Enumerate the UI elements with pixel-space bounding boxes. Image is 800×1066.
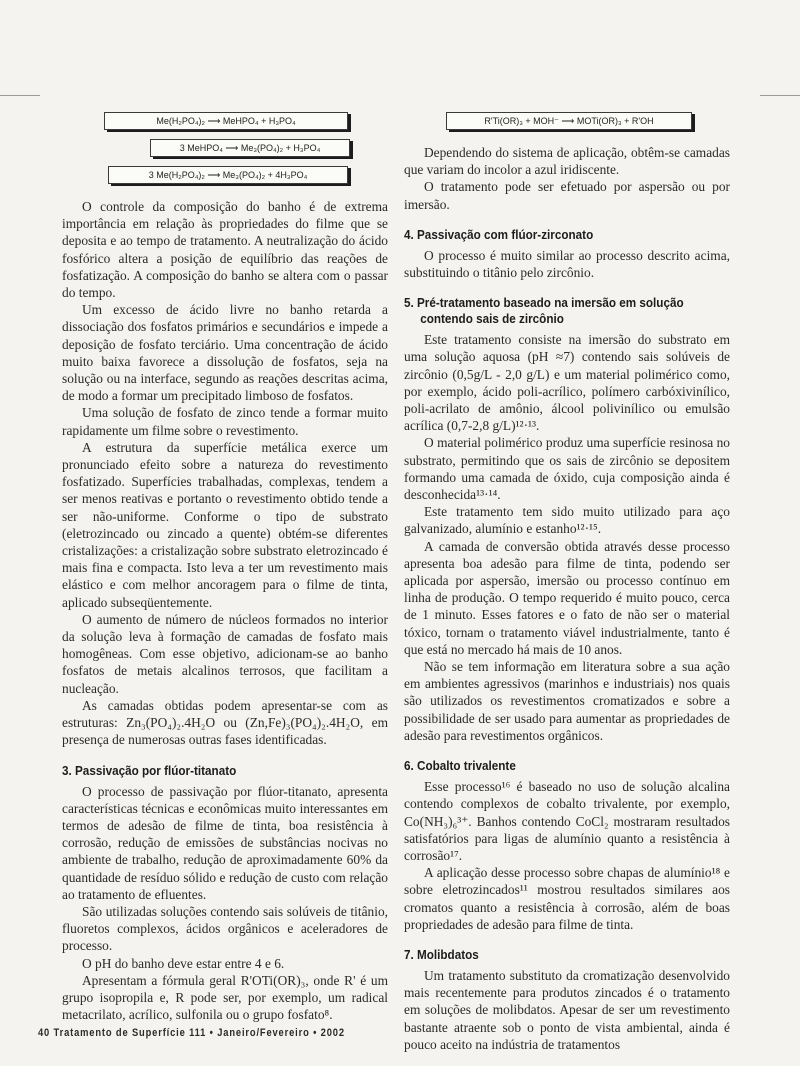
paragraph: Este tratamento tem sido muito utilizado para aço galvanizado, alumínio e estanho¹²·¹⁵. xyxy=(404,504,730,537)
paragraph: O material polimérico produz uma superfície resinosa no substrato, permitindo que os sais de zircônio se depositem formando uma camada de óxido, cuja composição ainda é desconhecida¹³·¹⁴. xyxy=(404,435,730,503)
paragraph: O aumento de número de núcleos formados no interior da solução leva à formação de camadas de fosfato mais homogêneas. Com esse objetivo, adicionam-se ao banho fosfatos de metais alcalinos terrosos, que facilitam a nucleação. xyxy=(62,611,388,696)
paragraph: O tratamento pode ser efetuado por aspersão ou por imersão. xyxy=(404,179,730,212)
crop-mark-left xyxy=(0,95,40,96)
paragraph: Um excesso de ácido livre no banho retarda a dissociação dos fosfatos primários e secundários e impede a deposição de fosfato terciário. Uma concentração de ácido muito baixa favorece a dissolução de fosfatos, seja na solução ou na interface, segundo as reações descritas acima, de modo a formar um precipitado limboso de fosfatos. xyxy=(62,302,388,404)
section-heading: 4. Passivação com flúor-zirconato xyxy=(404,226,594,242)
paragraph: São utilizadas soluções contendo sais solúveis de titânio, fluoretos complexos, ácidos orgânicos e aceleradores de processo. xyxy=(62,903,388,954)
section-heading-line: contendo sais de zircônio xyxy=(420,311,564,327)
paragraph: Esse processo¹⁶ é baseado no uso de solução alcalina contendo complexos de cobalto trivalente, por exemplo, Co(NH₃)₆³⁺. Banhos contendo CoCl₂ mostraram resultados satisfatórios para ligas de alumínio quanto a resistência à corrosão¹⁷. xyxy=(404,779,730,863)
equation-box: 3 MeHPO₄ ⟶ Me₃(PO₄)₂ + H₃PO₄ xyxy=(150,139,350,157)
section-heading xyxy=(404,295,728,327)
paragraph: Não se tem informação em literatura sobre a sua ação em ambientes agressivos (marinhos e industriais) nos quais são utilizados os revestimentos cromatizados e sobre a possibilidade de ser usado para aumentar as propriedades de adesão para revestimentos orgânicos. xyxy=(404,659,730,743)
paragraph: Dependendo do sistema de aplicação, obtêm-se camadas que variam do incolor a azul iridiscente. xyxy=(404,145,730,178)
paragraph: Apresentam a fórmula geral R'OTi(OR)₃, onde R' é um grupo isopropila e, R pode ser, por exemplo, um radical metacrilato, acrílico, sulfonila ou o grupo fosfato⁸. xyxy=(62,972,388,1023)
paragraph: As camadas obtidas podem apresentar-se com as estruturas: Zn₃(PO₄)₂.4H₂O ou (Zn,Fe)₃(PO₄)₂.4H₂O, em presença de numerosas outras fases identificadas. xyxy=(62,697,388,748)
paragraph: A estrutura da superfície metálica exerce um pronunciado efeito sobre a natureza do revestimento fosfatizado. Superfícies trabalhadas, complexas, tendem a ser menos reativas e portanto o revestimento obtido tende a ser não-uniforme. Conforme o tipo de substrato (eletrozincado ou zincado a quente) obtém-se diferentes cristalizações: a cristalização sobre substrato eletrozincado é mais fina e compacta. Isto leva a ter um revestimento mais elástico e com melhor ancoragem para o filme de tinta, aplicado subseqüentemente. xyxy=(62,439,388,610)
paragraph: O processo de passivação por flúor-titanato, apresenta características técnicas e econômicas muito interessantes em termos de adesão de filme de tinta, boa resistência à corrosão, redução de emissões de substâncias nocivas no ambiente de trabalho, redução de aproximadamente 60% da quantidade de resíduo sólido e redução de custo com relação ao tratamento de efluentes. xyxy=(62,783,388,902)
section-heading: 3. Passivação por flúor-titanato xyxy=(62,762,237,778)
equation-box: 3 Me(H₂PO₄)₂ ⟶ Me₃(PO₄)₂ + 4H₃PO₄ xyxy=(108,166,348,184)
section-heading: 7. Molibdatos xyxy=(404,946,479,962)
crop-mark-right xyxy=(760,95,800,96)
paragraph: Este tratamento consiste na imersão do substrato em uma solução aquosa (pH ≈7) contendo sais solúveis de zircônio (0,5g/L - 2,0 g/L) e um material polimérico como, por exemplo, ácido poli-acrílico, polímero carbóxivinílico, poli-acrilato de amônio, álcool polivinílico ou emulsão acrílica (0,7-2,8 g/L)¹²·¹³. xyxy=(404,332,730,434)
right-column xyxy=(404,112,730,1053)
section-heading: 6. Cobalto trivalente xyxy=(404,758,516,774)
paragraph: O processo é muito similar ao processo descrito acima, substituindo o titânio pelo zircônio. xyxy=(404,247,730,281)
paragraph: A aplicação desse processo sobre chapas de alumínio¹⁸ e sobre eletrozincados¹¹ mostrou resultados similares aos cromatos quanto a resistência à corrosão, além de boas propriedades de adesão para filme de tinta. xyxy=(404,865,730,932)
paragraph: Uma solução de fosfato de zinco tende a formar muito rapidamente um filme sobre o revestimento. xyxy=(62,405,388,438)
equation-box: Me(H₂PO₄)₂ ⟶ MeHPO₄ + H₃PO₄ xyxy=(104,112,348,130)
paragraph: O pH do banho deve estar entre 4 e 6. xyxy=(82,955,285,971)
page-footer: 40 Tratamento de Superfície 111 • Janeiro/Fevereiro • 2002 xyxy=(38,1027,345,1039)
equation-box: R'Ti(OR)₃ + MOH⁻ ⟶ MOTi(OR)₃ + R'OH xyxy=(446,112,692,130)
left-column xyxy=(62,112,388,1023)
paragraph: Um tratamento substituto da cromatização desenvolvido mais recentemente para produtos zincados é o tratamento em soluções de molibdatos. Apesar de ser um revestimento bastante atraente sob o ponto de vista ambiental, ainda é pouco aceito na indústria de tratamentos xyxy=(404,967,730,1052)
section-heading-line: 5. Pré-tratamento baseado na imersão em solução xyxy=(404,295,684,311)
paragraph: O controle da composição do banho é de extrema importância em relação às propriedades do filme que se deposita e ao tempo de tratamento. A neutralização do ácido fosfórico altera a posição de equilíbrio das reações de fosfatização. A composição do banho se altera com o passar do tempo. xyxy=(62,199,388,301)
paragraph: A camada de conversão obtida através desse processo apresenta boa adesão para filme de tinta, podendo ser aplicada por aspersão, imersão ou processo contínuo em linha de produção. O tempo requerido é muito pouco, cerca de 1 minuto. Esses fatores e o fato de não ser o material tóxico, tornam o tratamento viável industrialmente, tanto é que está no mercado há mais de 10 anos. xyxy=(404,538,730,657)
